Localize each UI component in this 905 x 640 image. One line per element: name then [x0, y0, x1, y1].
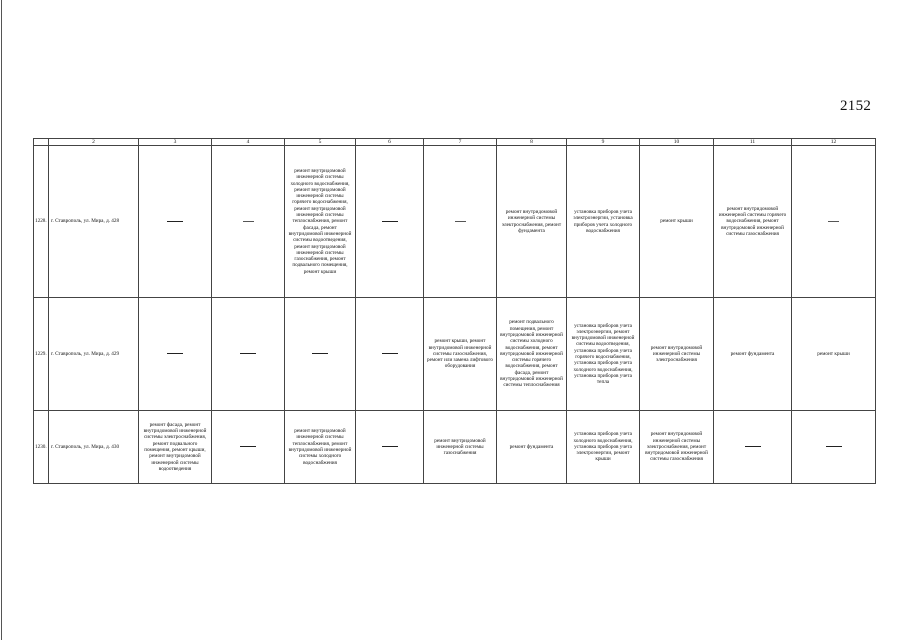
row-number: 1229. — [34, 298, 49, 411]
table-cell: ремонт внутридомовой инженерной системы горячего водоснабжения, ремонт внутридомовой инженерной системы газоснабжения — [714, 146, 792, 298]
table-cell-empty — [212, 298, 285, 411]
column-header: 11 — [714, 139, 792, 146]
dash-mark — [312, 353, 328, 354]
column-header: 8 — [497, 139, 567, 146]
column-header: 4 — [212, 139, 285, 146]
table-cell-empty — [356, 298, 424, 411]
table-cell: ремонт внутридомовой инженерной системы электроснабжения, ремонт внутридомовой инженерной системы газоснабжения — [640, 411, 714, 484]
column-header: 10 — [640, 139, 714, 146]
dash-mark — [240, 446, 256, 447]
table-cell: ремонт крыши, ремонт внутридомовой инженерной системы газоснабжения, ремонт или замена лифтового оборудования — [424, 298, 497, 411]
dash-mark — [826, 446, 842, 447]
row-number: 1228. — [34, 146, 49, 298]
table-cell-empty — [139, 298, 212, 411]
dash-mark — [382, 446, 398, 447]
column-header: 5 — [285, 139, 356, 146]
dash-mark — [828, 221, 839, 222]
column-header — [34, 139, 49, 146]
column-header: 3 — [139, 139, 212, 146]
table-cell: ремонт крыши — [792, 298, 876, 411]
column-header: 12 — [792, 139, 876, 146]
dash-mark — [745, 446, 761, 447]
dash-mark — [240, 353, 256, 354]
table-cell: установка приборов учета холодного водоснабжения, установка приборов учета электроэнергии, ремонт крыши — [567, 411, 640, 484]
row-address: г. Ставрополь, ул. Мира, д. 430 — [49, 411, 139, 484]
table-cell-empty — [139, 146, 212, 298]
dash-mark — [382, 353, 398, 354]
header-row — [34, 139, 876, 146]
table-cell-empty — [792, 146, 876, 298]
table-cell-empty — [212, 146, 285, 298]
column-header: 6 — [356, 139, 424, 146]
table-cell-empty — [285, 298, 356, 411]
row-address: г. Ставрополь, ул. Мира, д. 429 — [49, 298, 139, 411]
column-header: 2 — [49, 139, 139, 146]
page-edge-line — [1, 0, 2, 640]
table-cell: ремонт подвального помещения, ремонт внутридомовой инженерной системы холодного водоснабжения, ремонт внутридомовой инженерной системы горячего водоснабжения, ремонт фасада, ремонт внутридомовой инженерной системы теплоснабжения — [497, 298, 567, 411]
dash-mark — [455, 221, 466, 222]
row-address: г. Ставрополь, ул. Мира, д. 428 — [49, 146, 139, 298]
row-number: 1230. — [34, 411, 49, 484]
table-cell-empty — [424, 146, 497, 298]
table-row — [34, 146, 876, 298]
table-row — [34, 411, 876, 484]
table-cell: ремонт фундамента — [714, 298, 792, 411]
table-cell: установка приборов учета электроэнергии, ремонт внутридомовой инженерной системы водоотведения, установка приборов учета горячего водоснабжения, установка приборов учета холодного водоснабжения, установка приборов учета тепла — [567, 298, 640, 411]
page-number: 2152 — [840, 98, 872, 114]
table-cell: ремонт внутридомовой инженерной системы теплоснабжения, ремонт внутридомовой инженерной системы холодного водоснабжения — [285, 411, 356, 484]
table-cell: ремонт фундамента — [497, 411, 567, 484]
table-cell: ремонт внутридомовой инженерной системы электроснабжения — [640, 298, 714, 411]
table-cell: ремонт внутридомовой инженерной системы холодного водоснабжения, ремонт внутридомовой инженерной системы горячего водоснабжения, ремонт внутридомовой инженерной системы теплоснабжения, ремонт фасада, ремонт внутридомовой инженерной системы водоотведения, ремонт внутридомовой инженерной системы газоснабжения, ремонт подвального помещения, ремонт крыши — [285, 146, 356, 298]
dash-mark — [382, 221, 398, 222]
table-cell: ремонт внутридомовой инженерной системы электроснабжения, ремонт фундамента — [497, 146, 567, 298]
dash-mark — [167, 221, 183, 222]
dash-mark — [167, 353, 183, 354]
table-cell-empty — [356, 411, 424, 484]
table-row — [34, 298, 876, 411]
table-cell: ремонт внутридомовой инженерной системы газоснабжения — [424, 411, 497, 484]
table-cell: ремонт фасада, ремонт внутридомовой инженерной системы электроснабжения, ремонт подвального помещения, ремонт крыши, ремонт внутридомовой инженерной системы водоотведения — [139, 411, 212, 484]
column-header: 7 — [424, 139, 497, 146]
table-cell-empty — [212, 411, 285, 484]
dash-mark — [243, 221, 254, 222]
table-cell-empty — [714, 411, 792, 484]
table-cell: ремонт крыши — [640, 146, 714, 298]
table-cell-empty — [356, 146, 424, 298]
table-cell: установка приборов учета электроэнергии, установка приборов учета холодного водоснабжения — [567, 146, 640, 298]
table-cell-empty — [792, 411, 876, 484]
column-header: 9 — [567, 139, 640, 146]
repair-plan-table — [33, 138, 876, 484]
